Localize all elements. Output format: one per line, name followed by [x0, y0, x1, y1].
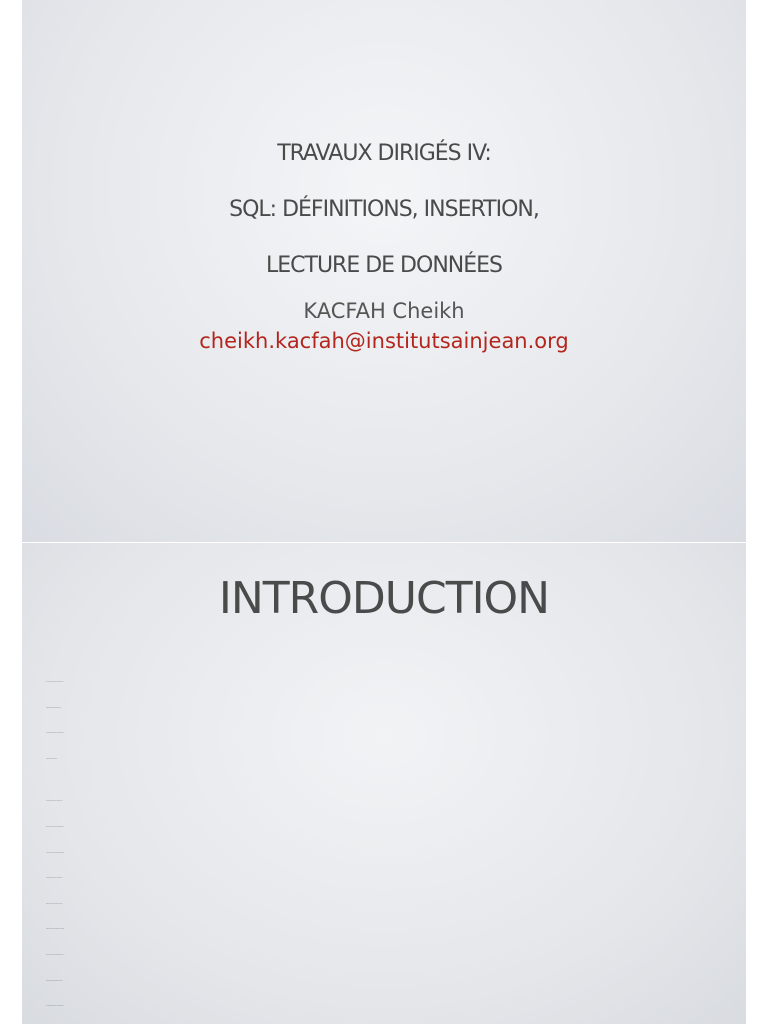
- title-slide: [22, 0, 746, 542]
- paragraph-line: [46, 917, 736, 943]
- title-line: LECTURE DE DONNÉES: [265, 253, 502, 278]
- section-heading: INTRODUCTION: [218, 573, 550, 624]
- paragraph-line: [46, 815, 736, 841]
- paragraph-line: [46, 747, 736, 773]
- paragraph-line: [46, 841, 736, 867]
- paragraph-line: [46, 994, 736, 1020]
- title-line: SQL: DÉFINITIONS, INSERTION,: [229, 197, 539, 222]
- paragraph-line: [46, 969, 736, 995]
- paragraph-line: [46, 670, 736, 696]
- paragraph-line: [46, 866, 736, 892]
- author-name: KACFAH Cheikh: [303, 299, 465, 323]
- paragraph-spacer: [46, 772, 736, 789]
- paragraph-line: [46, 721, 736, 747]
- paragraph-line: [46, 892, 736, 918]
- author-email-link[interactable]: cheikh.kacfah@institutsainjean.org: [199, 329, 569, 353]
- introduction-slide: [22, 543, 746, 1024]
- paragraph-line: [46, 943, 736, 969]
- body-text: [46, 670, 736, 1020]
- paragraph-line: [46, 696, 736, 722]
- title-line: TRAVAUX DIRIGÉS IV:: [277, 141, 491, 166]
- slide-title: [22, 126, 746, 294]
- paragraph-line: [46, 789, 736, 815]
